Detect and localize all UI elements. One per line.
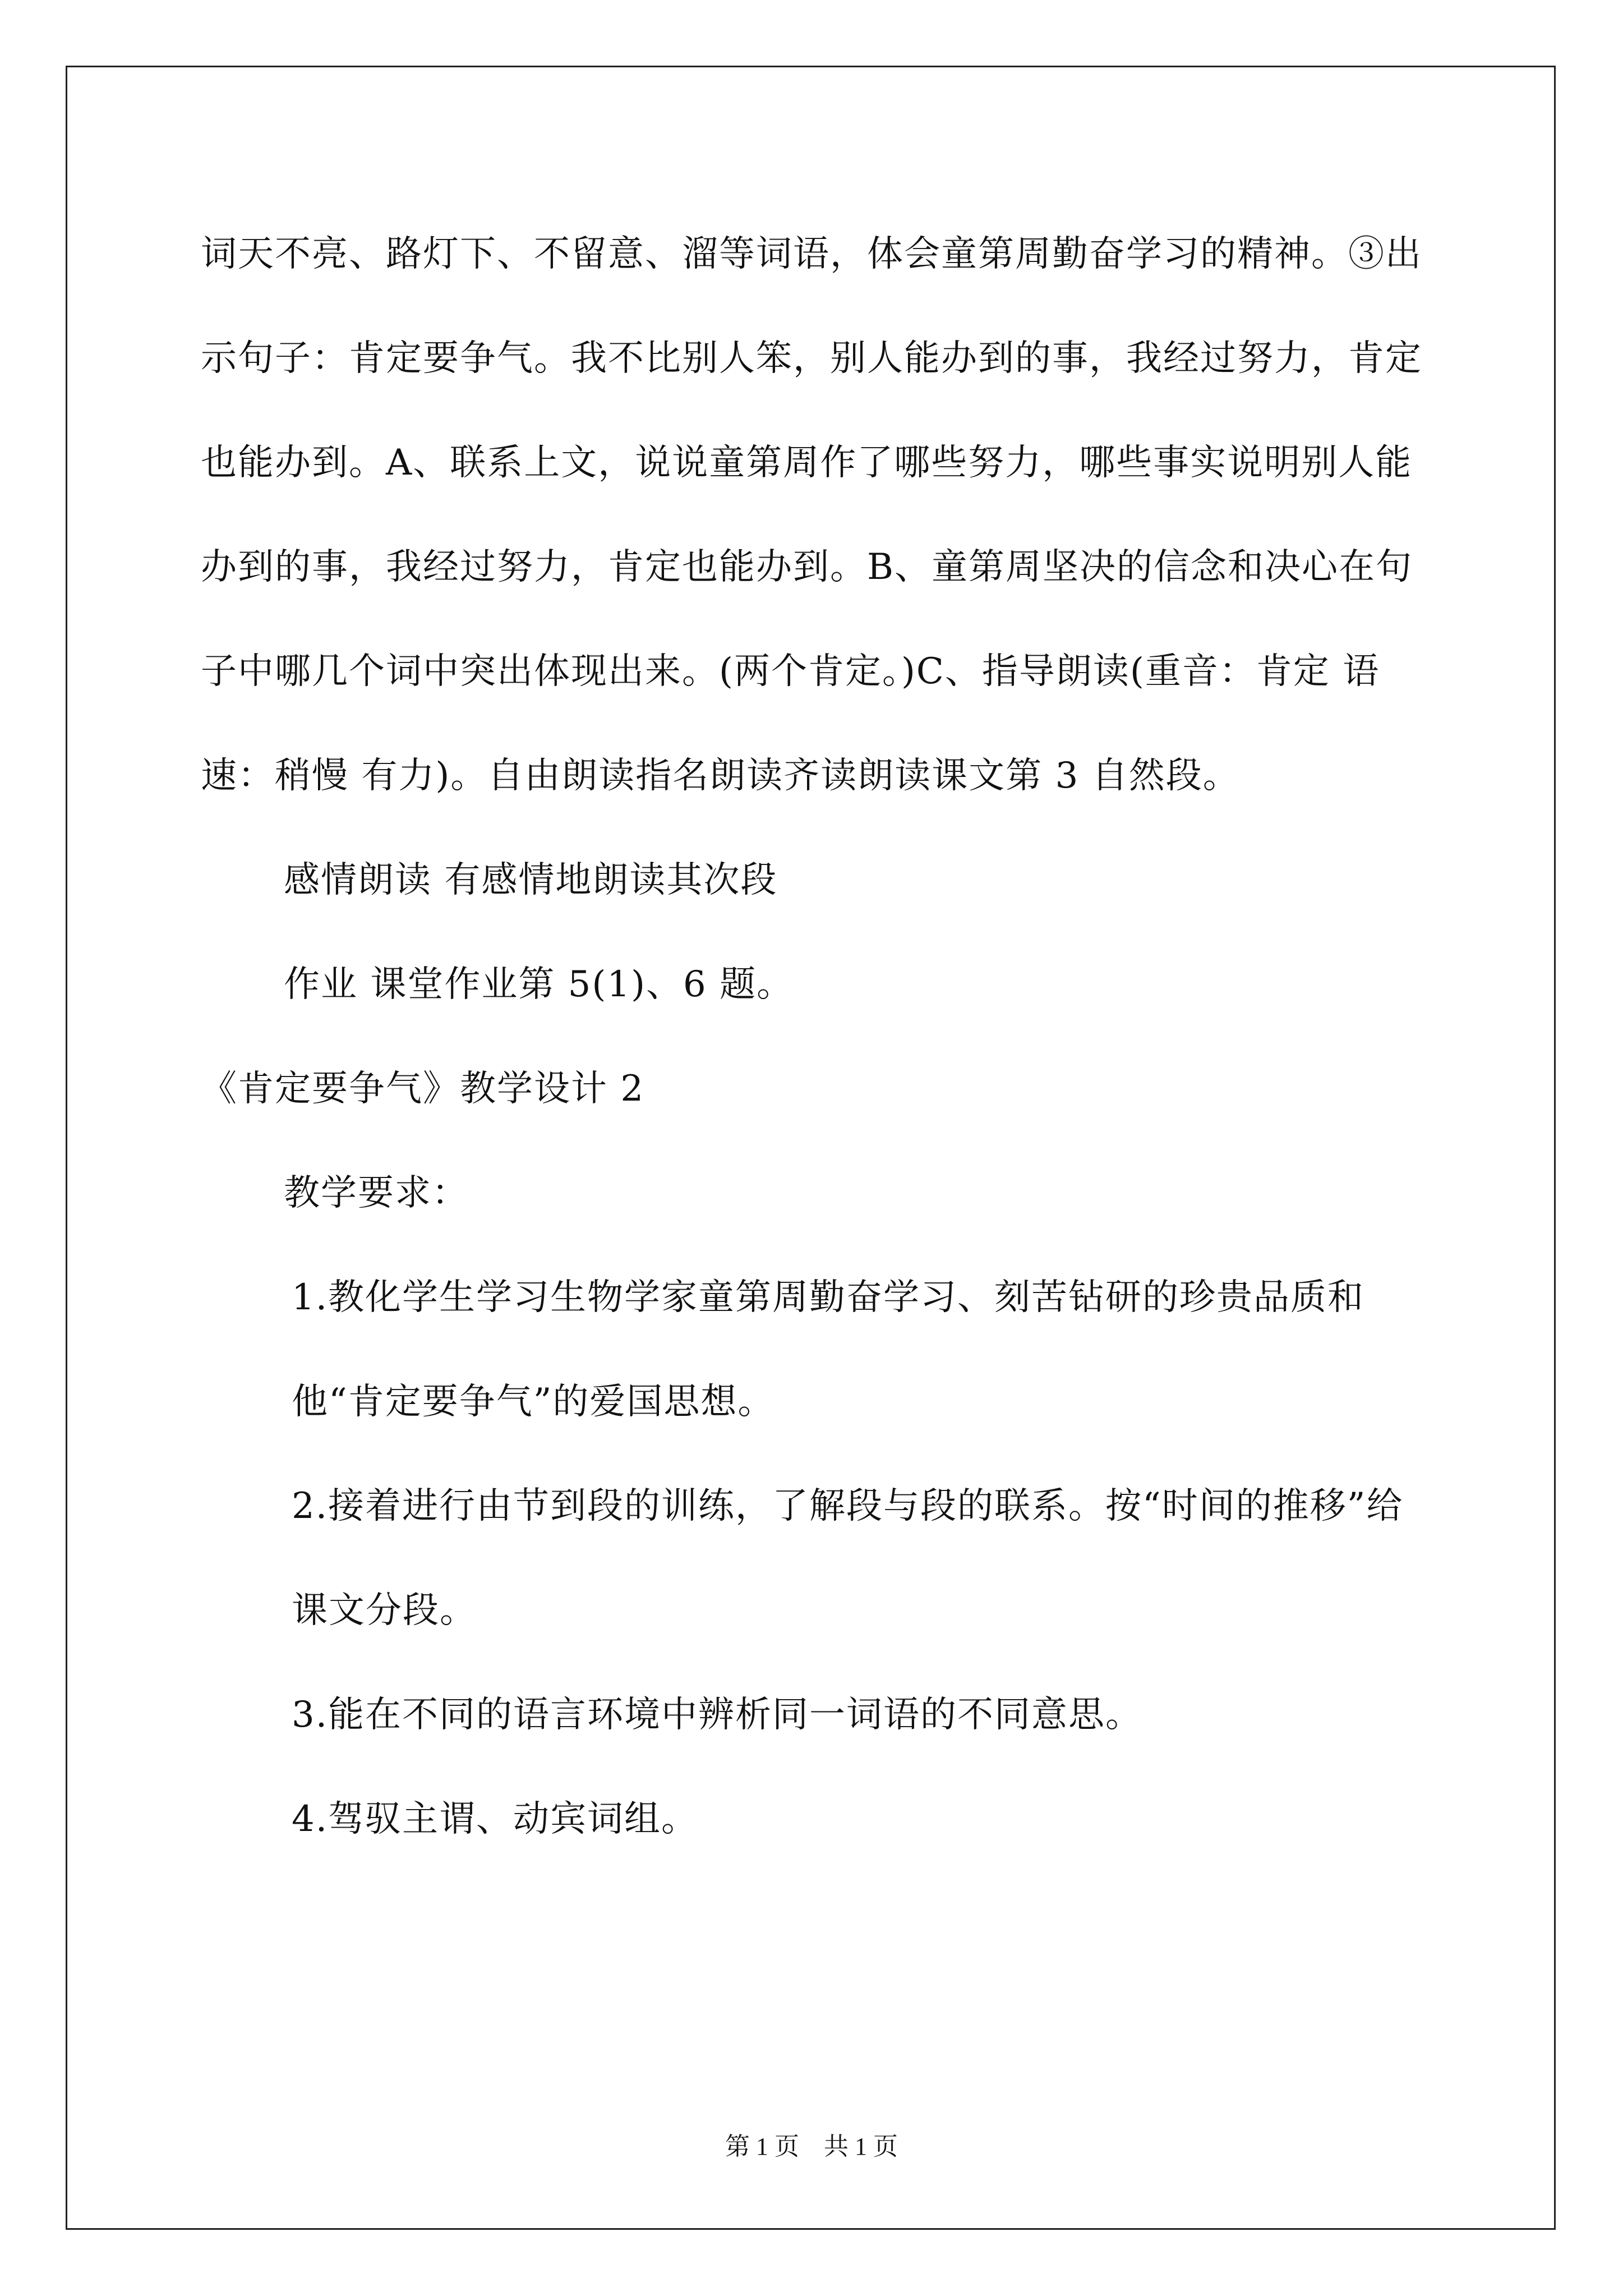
section-title: 《肯定要争气》教学设计 2 [201, 1068, 645, 1110]
document-body [201, 202, 1422, 1871]
body-paragraph: 感情朗读 有感情地朗读其次段 [284, 859, 778, 901]
body-paragraph: 词天不亮、路灯下、不留意、溜等词语，体会童第周勤奋学习的精神。③出示句子：肯定要争气。我不比别人笨，别人能办到的事，我经过努力，肯定也能办到。A、联系上文，说说童第周作了哪些努力，哪些事实说明别人能办到的事，我经过努力，肯定也能办到。B、童第周坚决的信念和决心在句子中哪几个词中突出体现出来。(两个肯定。)C、指导朗读(重音：肯定 语速：稍慢 有力)。自由朗读指名朗读齐读朗读课文第 3 自然段。 [201, 233, 1422, 797]
page-footer: 第 1 页 共 1 页 [725, 2133, 898, 2160]
requirement-item: 3.能在不同的语言环境中辨析同一词语的不同意思。 [292, 1694, 1143, 1736]
requirements-label: 教学要求： [284, 1172, 469, 1214]
requirement-item: 1.教化学生学习生物学家童第周勤奋学习、刻苦钻研的珍贵品质和他“肯定要争气”的爱国思想。 [292, 1277, 1365, 1423]
requirement-item: 4.驾驭主谓、动宾词组。 [292, 1798, 699, 1840]
requirement-item: 2.接着进行由节到段的训练，了解段与段的联系。按“时间的推移”给课文分段。 [292, 1485, 1404, 1631]
body-paragraph: 作业 课堂作业第 5(1)、6 题。 [284, 964, 794, 1005]
